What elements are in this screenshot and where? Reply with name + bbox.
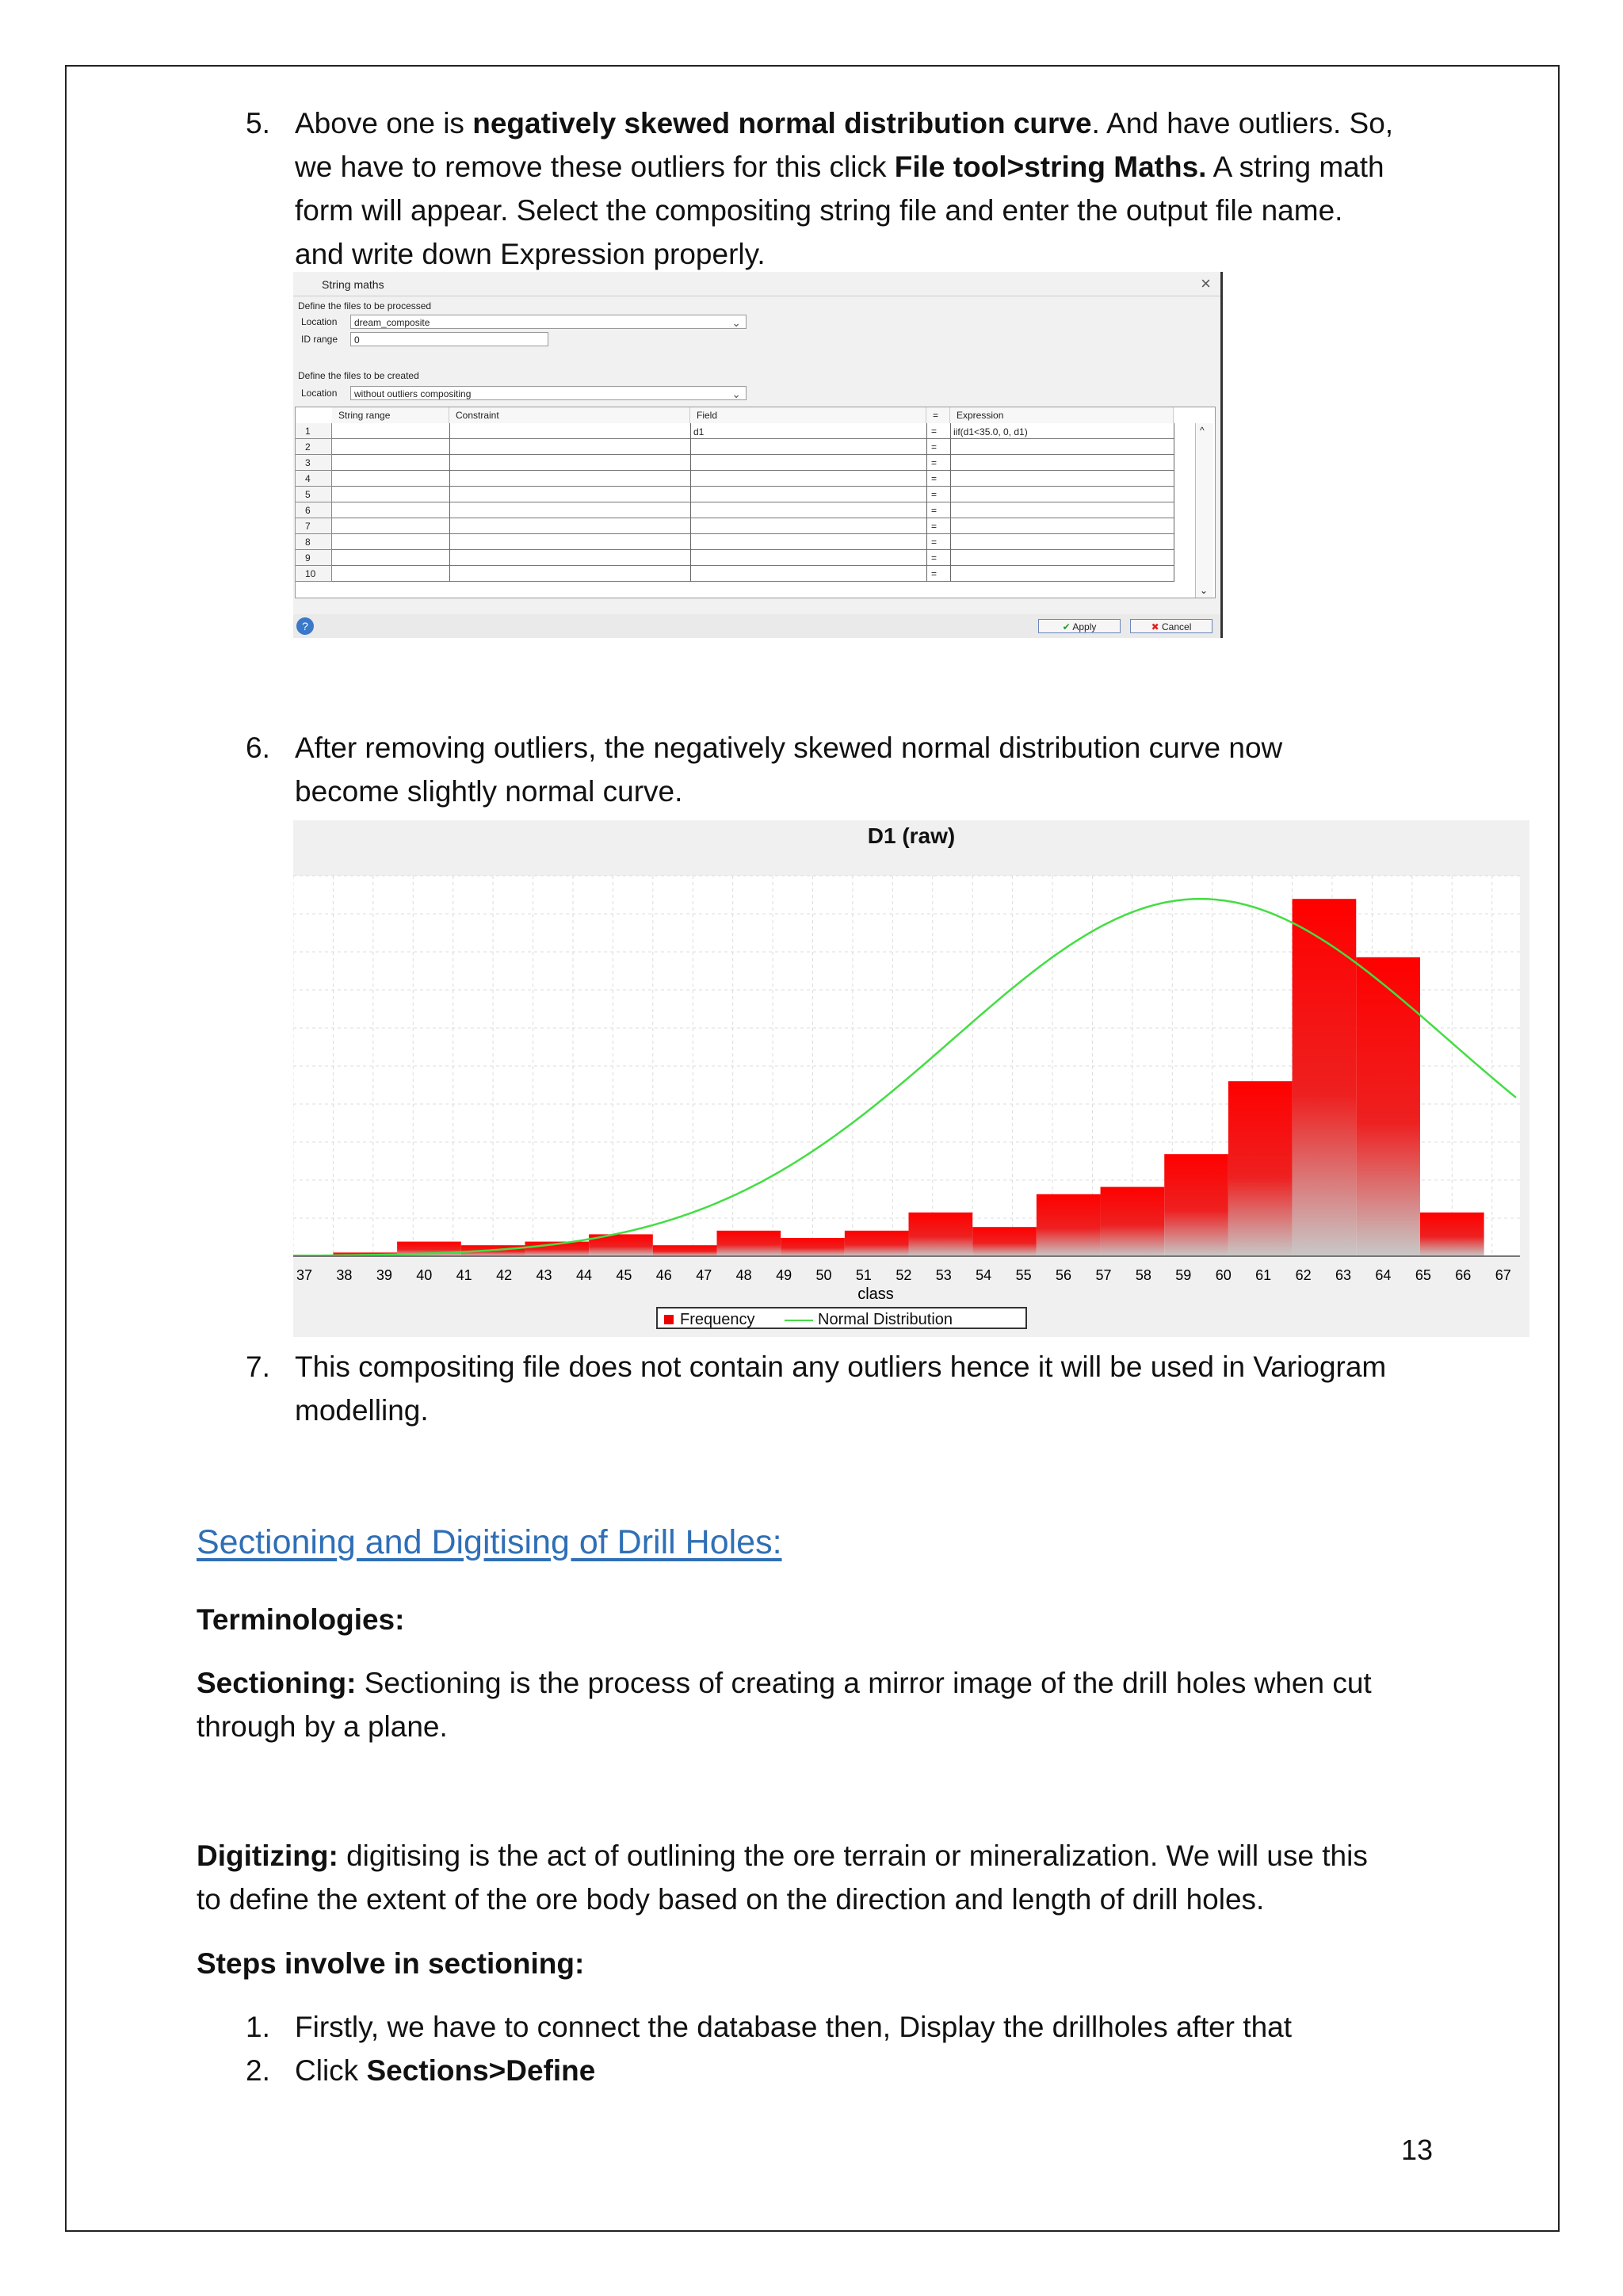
row-number: 10 <box>296 566 332 582</box>
x-tick-label: 50 <box>815 1267 832 1283</box>
equals-sign: = <box>931 441 938 453</box>
row-number: 6 <box>296 502 332 518</box>
x-tick-label: 39 <box>376 1267 392 1283</box>
x-tick-label: 65 <box>1415 1267 1431 1283</box>
list-number: 6. <box>246 732 270 764</box>
text: and write down Expression properly. <box>295 238 766 270</box>
equals-sign: = <box>931 521 938 532</box>
grid-line <box>332 565 1174 566</box>
apply-label: Apply <box>1072 621 1097 632</box>
chart-title: D1 (raw) <box>867 823 956 848</box>
x-tick-label: 42 <box>496 1267 513 1283</box>
x-tick-label: 38 <box>336 1267 353 1283</box>
histogram-bar <box>972 1227 1037 1256</box>
section-heading: Sectioning and Digitising of Drill Holes: <box>197 1523 782 1561</box>
x-tick-label: 52 <box>896 1267 912 1283</box>
x-tick-label: 47 <box>696 1267 712 1283</box>
string-maths-dialog <box>293 272 1223 638</box>
x-tick-label: 66 <box>1455 1267 1472 1283</box>
id-range-label: ID range <box>301 334 338 345</box>
location-select[interactable] <box>350 315 747 329</box>
expression-grid <box>295 407 1216 598</box>
text: modelling. <box>295 1394 429 1427</box>
x-tick-label: 55 <box>1015 1267 1032 1283</box>
dialog-title: String maths <box>322 278 384 291</box>
x-tick-label: 40 <box>416 1267 433 1283</box>
list-number: 2. <box>246 2054 270 2087</box>
histogram-chart <box>293 820 1529 1337</box>
row-number: 9 <box>296 550 332 566</box>
row-number: 4 <box>296 471 332 487</box>
text: This compositing file does not contain any outliers hence it will be used in Variogram <box>295 1350 1387 1383</box>
grid-line <box>332 438 1174 439</box>
location-value: dream_composite <box>354 317 430 328</box>
row-number: 3 <box>296 455 332 471</box>
x-tick-label: 45 <box>616 1267 632 1283</box>
equals-sign: = <box>931 457 938 468</box>
page-number: 13 <box>1401 2134 1434 2166</box>
text: form will appear. Select the compositing string file and enter the output file name. <box>295 194 1343 227</box>
text: Above one is <box>295 107 473 139</box>
row-number: 2 <box>296 439 332 455</box>
legend-swatch-normal <box>785 1320 813 1321</box>
bold-text: Sections>Define <box>366 2054 596 2087</box>
grid-line <box>449 423 450 582</box>
terminologies-heading: Terminologies: <box>197 1603 405 1636</box>
grid-line <box>950 423 951 582</box>
location-label: Location <box>301 316 338 327</box>
x-tick-label: 63 <box>1335 1267 1352 1283</box>
legend-swatch-frequency <box>664 1315 674 1324</box>
x-tick-label: 41 <box>456 1267 472 1283</box>
text: After removing outliers, the negatively skewed normal distribution curve now <box>295 732 1283 764</box>
x-tick-label: 37 <box>296 1267 313 1283</box>
equals-sign: = <box>931 552 938 563</box>
list-number: 5. <box>246 107 270 139</box>
id-range-input[interactable] <box>350 332 548 346</box>
text: A string math <box>1206 151 1384 183</box>
histogram-bar <box>1228 1081 1293 1256</box>
x-tick-label: 62 <box>1295 1267 1312 1283</box>
grid-line <box>926 423 927 582</box>
histogram-bar <box>1037 1194 1101 1256</box>
cancel-label: Cancel <box>1162 621 1192 632</box>
x-tick-label: 54 <box>976 1267 992 1283</box>
text: we have to remove these outliers for this click <box>295 151 895 183</box>
x-tick-label: 59 <box>1175 1267 1192 1283</box>
legend-normal: Normal Distribution <box>818 1311 953 1328</box>
apply-button[interactable] <box>1038 619 1121 633</box>
x-tick-label: 57 <box>1095 1267 1112 1283</box>
histogram-bar <box>653 1245 717 1256</box>
x-tick-label: 49 <box>776 1267 792 1283</box>
bold-text: File tool>string Maths. <box>894 151 1207 183</box>
text: Firstly, we have to connect the database then, Display the drillholes after that <box>295 2011 1292 2043</box>
col-header-constraint: Constraint <box>449 407 690 423</box>
section-label-processed: Define the files to be processed <box>298 300 432 311</box>
x-axis-label: class <box>857 1286 894 1303</box>
histogram-bar <box>1420 1213 1484 1256</box>
text: become slightly normal curve. <box>295 775 683 808</box>
x-tick-label: 43 <box>536 1267 552 1283</box>
histogram-bar <box>1293 899 1357 1256</box>
grid-line <box>690 423 691 582</box>
chart-legend <box>656 1307 1027 1329</box>
histogram-bar <box>781 1238 845 1256</box>
row-number: 5 <box>296 487 332 502</box>
location2-value: without outliers compositing <box>354 388 472 399</box>
help-icon[interactable]: ? <box>296 617 314 635</box>
bold-text: Digitizing: <box>197 1839 338 1872</box>
check-icon: ✔ <box>1062 621 1071 632</box>
grid-line <box>332 470 1174 471</box>
text: . And have outliers. So, <box>1091 107 1394 139</box>
histogram-bar <box>716 1231 781 1256</box>
digitizing-paragraph <box>197 1834 1504 1921</box>
equals-sign: = <box>931 489 938 500</box>
histogram-bar <box>1356 957 1420 1256</box>
location2-label: Location <box>301 388 338 399</box>
list-number: 7. <box>246 1350 270 1383</box>
text: Click <box>295 2054 367 2087</box>
x-tick-label: 60 <box>1215 1267 1232 1283</box>
close-icon[interactable]: × <box>1201 273 1211 293</box>
chart-plot <box>293 820 1529 1337</box>
cross-icon: ✖ <box>1151 621 1159 632</box>
col-header-expression: Expression <box>950 407 1174 423</box>
bold-text: Sectioning: <box>197 1667 357 1699</box>
x-tick-label: 44 <box>575 1267 592 1283</box>
equals-sign: = <box>931 537 938 548</box>
row-number: 7 <box>296 518 332 534</box>
button-bar <box>293 614 1220 638</box>
x-tick-label: 51 <box>855 1267 872 1283</box>
equals-sign: = <box>931 505 938 516</box>
chevron-down-icon: ⌄ <box>731 388 741 400</box>
cancel-button[interactable] <box>1130 619 1212 633</box>
id-range-value: 0 <box>354 334 360 346</box>
histogram-bar <box>845 1231 909 1256</box>
x-tick-label: 46 <box>655 1267 672 1283</box>
chevron-down-icon: ⌄ <box>731 316 741 329</box>
histogram-bar <box>1101 1187 1165 1256</box>
grid-line <box>332 454 1174 455</box>
histogram-bar <box>1164 1154 1228 1256</box>
x-tick-label: 53 <box>935 1267 952 1283</box>
grid-line <box>332 581 1174 582</box>
legend-frequency: Frequency <box>680 1311 755 1328</box>
equals-sign: = <box>931 426 938 437</box>
col-header-equals: = <box>926 407 950 423</box>
location2-select[interactable] <box>350 386 747 400</box>
x-tick-label: 61 <box>1255 1267 1272 1283</box>
grid-line <box>332 486 1174 487</box>
x-tick-label: 56 <box>1056 1267 1072 1283</box>
bold-text: negatively skewed normal distribution curve <box>472 107 1092 139</box>
row-number: 8 <box>296 534 332 550</box>
col-header-field: Field <box>690 407 926 423</box>
row1-expression[interactable]: iif(d1<35.0, 0, d1) <box>953 426 1028 437</box>
scroll-down-icon[interactable]: ⌄ <box>1200 585 1209 596</box>
grid-line <box>332 549 1174 550</box>
row-number: 1 <box>296 423 332 439</box>
equals-sign: = <box>931 473 938 484</box>
section-label-created: Define the files to be created <box>298 370 419 381</box>
sectioning-paragraph <box>197 1661 1504 1748</box>
col-header-string-range: String range <box>332 407 449 423</box>
equals-sign: = <box>931 568 938 579</box>
text: through by a plane. <box>197 1710 448 1743</box>
grid-line <box>332 533 1174 534</box>
x-tick-label: 48 <box>735 1267 752 1283</box>
text: to define the extent of the ore body based on the direction and length of drill holes. <box>197 1883 1265 1916</box>
scroll-up-icon[interactable]: ^ <box>1200 425 1205 436</box>
text: digitising is the act of outlining the ore terrain or mineralization. We will use this <box>338 1839 1368 1872</box>
steps-heading: Steps involve in sectioning: <box>197 1947 585 1980</box>
x-tick-label: 64 <box>1375 1267 1392 1283</box>
x-tick-label: 58 <box>1135 1267 1151 1283</box>
list-number: 1. <box>246 2011 270 2043</box>
histogram-bar <box>909 1213 973 1256</box>
row1-field[interactable]: d1 <box>693 426 705 437</box>
text: Sectioning is the process of creating a mirror image of the drill holes when cut <box>356 1667 1372 1699</box>
grid-scrollbar[interactable] <box>1195 423 1213 598</box>
x-tick-label: 67 <box>1495 1267 1511 1283</box>
